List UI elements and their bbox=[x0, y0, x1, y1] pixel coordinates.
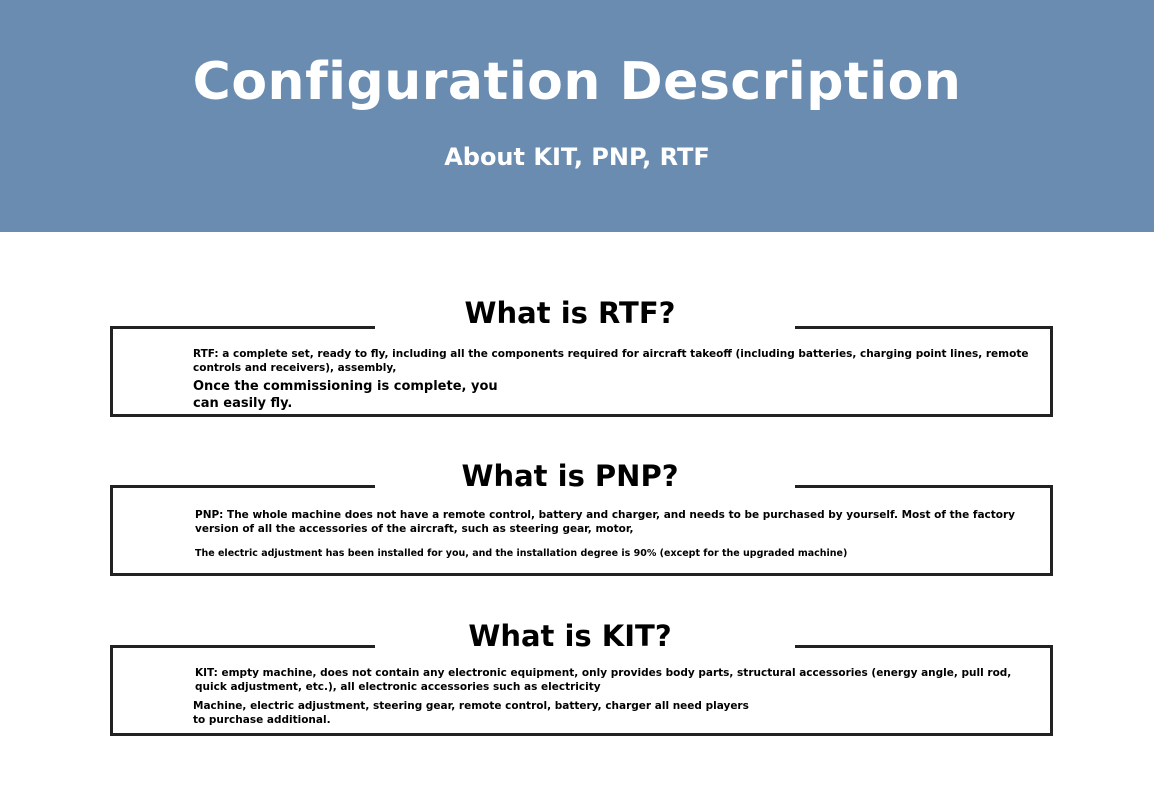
rtf-description: RTF: a complete set, ready to fly, including all the components required for aircraft takeoff (including batteries, charging point lines, remote controls and receivers), assembly, bbox=[193, 348, 1029, 374]
pnp-description: PNP: The whole machine does not have a remote control, battery and charger, and needs to be purchased by yourself. Most of the factory version of all the accessories of the aircraft, such as steering gear, motor, bbox=[195, 509, 1016, 535]
pnp-note: The electric adjustment has been installed for you, and the installation degree is 90% (except for the upgraded machine) bbox=[195, 548, 848, 559]
kit-description: KIT: empty machine, does not contain any electronic equipment, only provides body parts, structural accessories (energy angle, pull rod, quick adjustment, etc.), all electronic accessories such as electricity bbox=[195, 667, 1012, 693]
page-subtitle: About KIT, PNP, RTF bbox=[444, 143, 710, 171]
kit-heading: What is KIT? bbox=[468, 619, 672, 653]
pnp-heading: What is PNP? bbox=[461, 459, 679, 493]
rtf-note: Once the commissioning is complete, you can easily fly. bbox=[193, 379, 498, 411]
page-title: Configuration Description bbox=[192, 52, 962, 112]
rtf-heading: What is RTF? bbox=[464, 296, 676, 330]
header-banner bbox=[0, 0, 1154, 232]
kit-note: Machine, electric adjustment, steering gear, remote control, battery, charger all need players to purchase additional. bbox=[193, 700, 749, 726]
